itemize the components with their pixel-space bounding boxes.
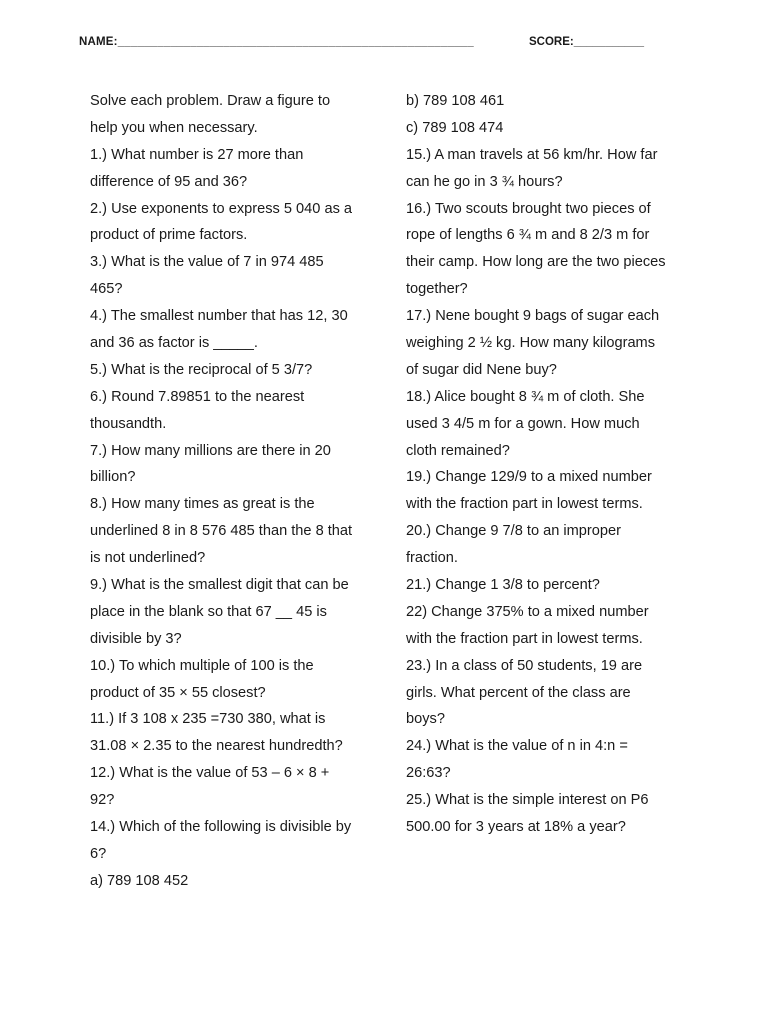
worksheet-line: 3.) What is the value of 7 in 974 485 bbox=[90, 254, 324, 271]
worksheet-line: 25.) What is the simple interest on P6 bbox=[406, 792, 649, 809]
worksheet-line: 16.) Two scouts brought two pieces of bbox=[406, 200, 651, 217]
worksheet-line: is not underlined? bbox=[90, 550, 206, 567]
worksheet-line: 1.) What number is 27 more than bbox=[90, 146, 304, 163]
worksheet-line: 31.08 × 2.35 to the nearest hundredth? bbox=[90, 738, 343, 755]
worksheet-line: their camp. How long are the two pieces bbox=[406, 254, 666, 271]
worksheet-line: b) 789 108 461 bbox=[406, 93, 505, 109]
worksheet-line: 19.) Change 129/9 to a mixed number bbox=[406, 469, 652, 486]
worksheet-line: Solve each problem. Draw a figure to bbox=[90, 93, 331, 109]
left-column bbox=[90, 88, 352, 895]
worksheet-line: help you when necessary. bbox=[90, 119, 258, 136]
worksheet-line: together? bbox=[406, 281, 468, 298]
worksheet-line: with the fraction part in lowest terms. bbox=[406, 630, 643, 647]
worksheet-line: 24.) What is the value of n in 4:n = bbox=[406, 738, 628, 755]
worksheet-line: and 36 as factor is _____. bbox=[90, 335, 258, 352]
worksheet-line: a) 789 108 452 bbox=[90, 872, 189, 889]
worksheet-line: 23.) In a class of 50 students, 19 are bbox=[406, 657, 643, 674]
worksheet-line: product of 35 × 55 closest? bbox=[90, 684, 266, 701]
worksheet-line: boys? bbox=[406, 711, 445, 728]
right-column bbox=[406, 88, 666, 841]
worksheet-line: 14.) Which of the following is divisible by bbox=[90, 819, 352, 836]
worksheet-line: 8.) How many times as great is the bbox=[90, 496, 315, 513]
worksheet-line: weighing 2 ½ kg. How many kilograms bbox=[406, 335, 656, 352]
worksheet-line: girls. What percent of the class are bbox=[406, 684, 631, 701]
worksheet-line: 4.) The smallest number that has 12, 30 bbox=[90, 308, 348, 325]
name-field-label: NAME:______________________________________________________ bbox=[79, 36, 474, 48]
worksheet-line: c) 789 108 474 bbox=[406, 119, 504, 136]
score-field-label: SCORE:___________ bbox=[529, 36, 645, 48]
worksheet-line: used 3 4/5 m for a gown. How much bbox=[406, 415, 640, 432]
worksheet-line: 18.) Alice bought 8 ¾ m of cloth. She bbox=[406, 388, 645, 405]
worksheet-line: divisible by 3? bbox=[90, 630, 182, 647]
worksheet-line: product of prime factors. bbox=[90, 227, 248, 244]
worksheet-line: cloth remained? bbox=[406, 442, 510, 459]
worksheet-line: thousandth. bbox=[90, 415, 167, 432]
worksheet-line: billion? bbox=[90, 469, 136, 486]
worksheet-line: with the fraction part in lowest terms. bbox=[406, 496, 643, 513]
worksheet-line: 26:63? bbox=[406, 765, 451, 782]
worksheet-line: 92? bbox=[90, 792, 115, 809]
worksheet-line: rope of lengths 6 ¾ m and 8 2/3 m for bbox=[406, 227, 650, 244]
worksheet-line: 6? bbox=[90, 845, 107, 862]
worksheet-line: 15.) A man travels at 56 km/hr. How far bbox=[406, 146, 658, 163]
worksheet-line: 22) Change 375% to a mixed number bbox=[406, 603, 649, 620]
worksheet-line: 6.) Round 7.89851 to the nearest bbox=[90, 388, 305, 405]
worksheet-line: 17.) Nene bought 9 bags of sugar each bbox=[406, 308, 660, 325]
worksheet-line: of sugar did Nene buy? bbox=[406, 361, 557, 378]
worksheet-line: 12.) What is the value of 53 – 6 × 8 + bbox=[90, 765, 330, 782]
worksheet-line: 5.) What is the reciprocal of 5 3/7? bbox=[90, 361, 313, 378]
worksheet-line: can he go in 3 ¾ hours? bbox=[406, 173, 563, 190]
worksheet-line: 465? bbox=[90, 281, 123, 298]
worksheet-line: 2.) Use exponents to express 5 040 as a bbox=[90, 200, 353, 217]
worksheet-line: place in the blank so that 67 __ 45 is bbox=[90, 603, 327, 620]
worksheet-line: 10.) To which multiple of 100 is the bbox=[90, 657, 314, 674]
worksheet-line: 7.) How many millions are there in 20 bbox=[90, 442, 331, 459]
worksheet-line: 500.00 for 3 years at 18% a year? bbox=[406, 819, 626, 836]
worksheet-line: 11.) If 3 108 x 235 =730 380, what is bbox=[90, 711, 326, 728]
worksheet-line: fraction. bbox=[406, 550, 458, 567]
worksheet-line: difference of 95 and 36? bbox=[90, 173, 248, 190]
worksheet-line: 20.) Change 9 7/8 to an improper bbox=[406, 523, 621, 540]
worksheet-line: 21.) Change 1 3/8 to percent? bbox=[406, 577, 600, 594]
worksheet-line: 9.) What is the smallest digit that can be bbox=[90, 577, 349, 594]
worksheet-line: underlined 8 in 8 576 485 than the 8 that bbox=[90, 523, 353, 540]
